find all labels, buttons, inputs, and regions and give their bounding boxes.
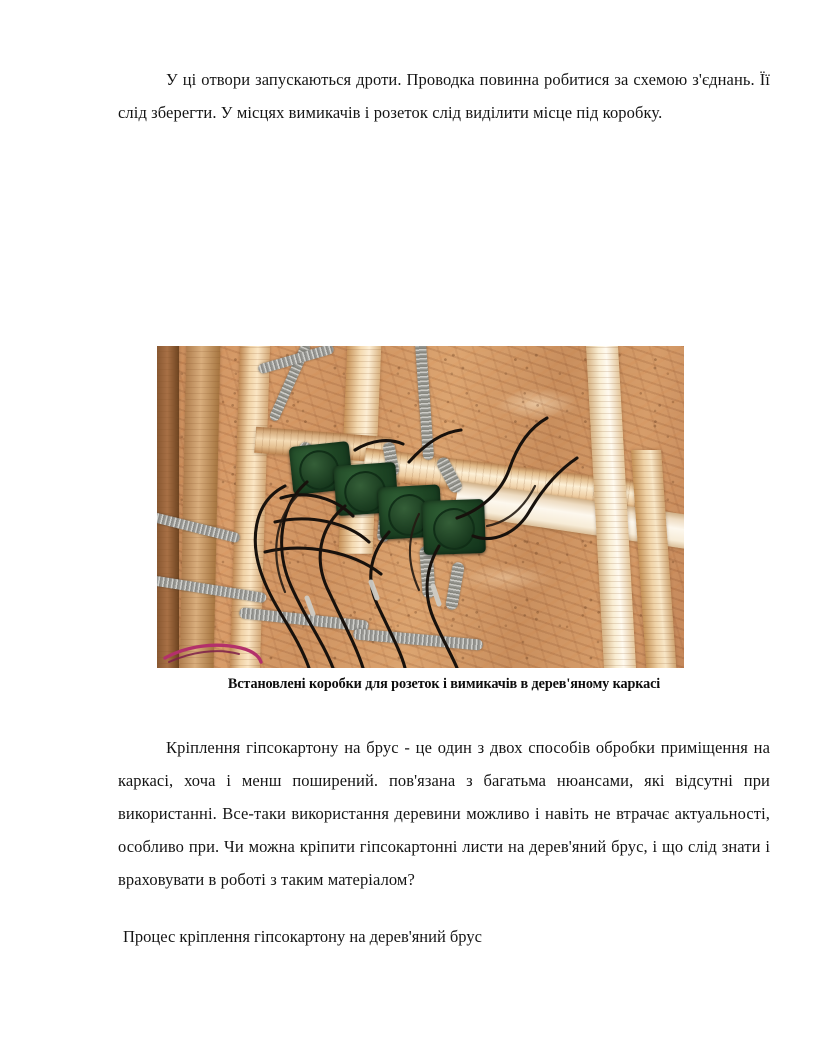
paragraph-second: [118, 731, 770, 896]
cable-paths: [157, 346, 684, 668]
photo-wooden-frame-wiring: [157, 346, 684, 668]
paragraph-first: [118, 63, 770, 129]
paragraph-third: Процес кріплення гіпсокартону на дерев'яний брус: [123, 927, 482, 946]
figure-caption: Встановлені коробки для розеток і вимикачів в дерев'яному каркасі: [227, 676, 661, 692]
paragraph-first-text: У ці отвори запускаються дроти. Проводка повинна робитися за схемою з'єднань. Її слід зберегти. У місцях вимикачів і розеток слід виділити місце під коробку.: [118, 70, 770, 122]
paragraph-second-text: Кріплення гіпсокартону на брус - це один з двох способів обробки приміщення на каркасі, хоча і менш поширений. пов'язана з багатьма нюансами, які відсутні при використанні. Все-таки використання деревини можливо і навіть не втрачає актуальності, особливо при. Чи можна кріпити гіпсокартонні листи на дерев'яний брус, і що слід знати і враховувати в роботі з таким матеріалом?: [118, 738, 770, 889]
figure-electrical-boxes: [157, 346, 684, 668]
cable-bundle: [157, 346, 684, 668]
